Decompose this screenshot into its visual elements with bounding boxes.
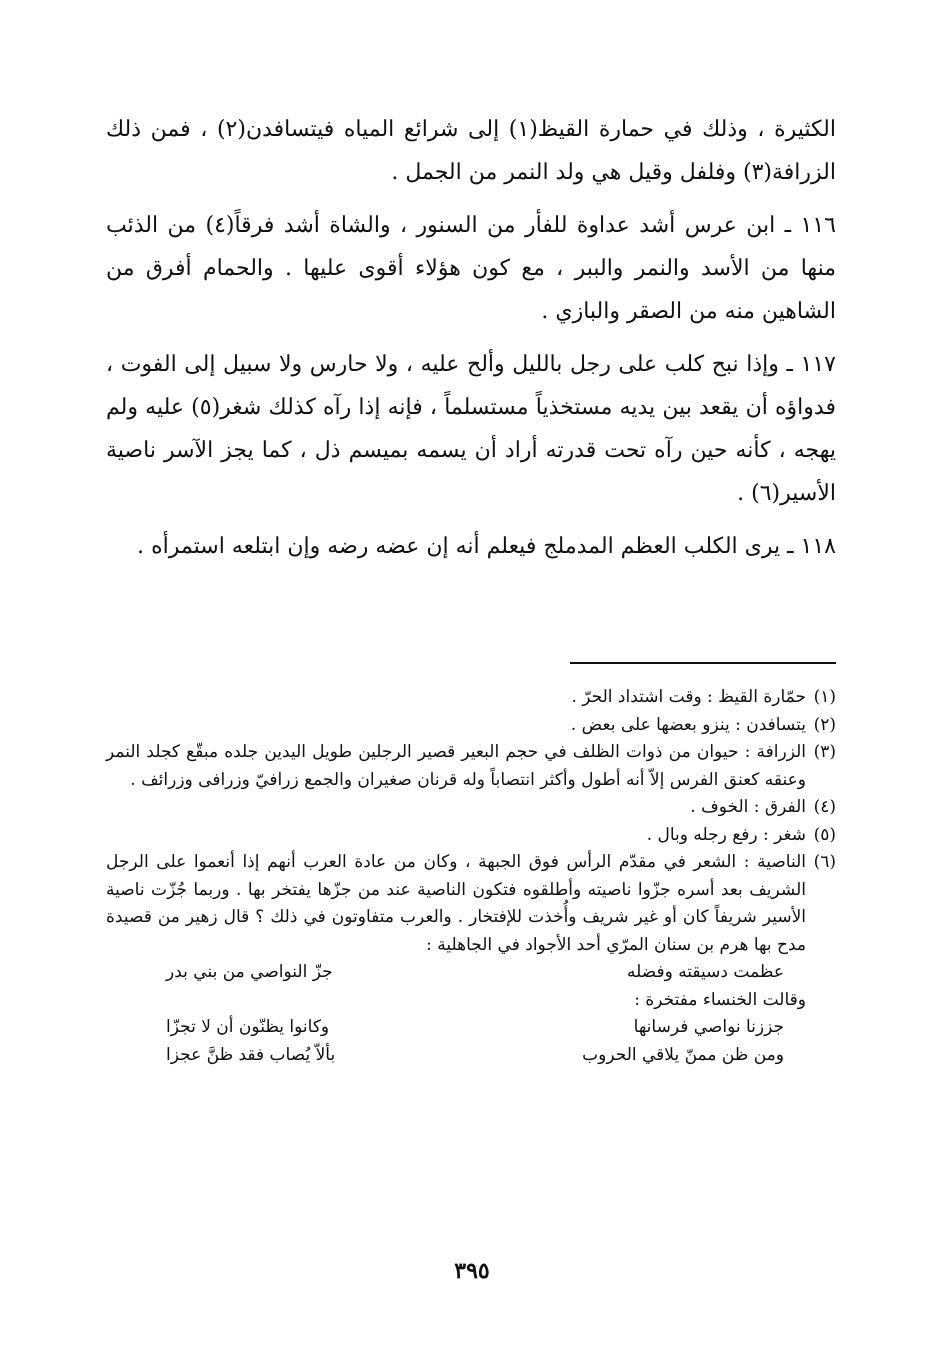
footnote-1 [106, 684, 836, 712]
verse-first-hemistich: ومن ظن ممنّ يلاقي الحروب [582, 1044, 784, 1065]
footnote-text: شغر : رفع رجله وبال . [646, 824, 806, 845]
footnote-3 [106, 739, 836, 794]
footnote-number: (٦) [813, 852, 836, 872]
footnote-number: (٥) [813, 824, 836, 845]
poem-verse-khansa-1 [106, 1014, 836, 1042]
poem-verse-zuhair [106, 959, 836, 987]
footnote-6 [106, 849, 836, 959]
page-number: ٣٩٥ [454, 1258, 490, 1284]
paragraph-116: ١١٦ ـ ابن عرس أشد عداوة للفأر من السنور ، والشاة أشد فرقاً(٤) من الذئب منها من الأسد والنمر والببر ، مع كون هؤلاء أقوى عليها . والحمام أفرق من الشاهين منه من الصقر والبازي . [106, 213, 836, 324]
verse-second-hemistich: وكانوا يظنّون أن لا تجزّا [166, 1017, 330, 1037]
paragraph-118: ١١٨ ـ يرى الكلب العظم المدملج فيعلم أنه إن عضه رضه وإن ابتلعه استمرأه . [137, 534, 836, 559]
verse-second-hemistich: بألاّ يُصاب فقد ظنَّ عجزا [166, 1044, 336, 1065]
footnote-text: حمّارة القيظ : وقت اشتداد الحرّ . [571, 687, 806, 707]
paragraph-117: ١١٧ ـ وإذا نبح كلب على رجل بالليل وألح عليه ، ولا حارس ولا سبيل إلى الفوت ، فدواؤه أن يقعد بين يديه مستخذياً مستسلماً ، فإنه إذا رآه كذلك شغر(٥) عليه ولم يهجه ، كأنه حين رآه تحت قدرته أراد أن يسمه بميسم ذل ، كما يجز الآسر ناصية الأسير(٦) . [106, 352, 836, 506]
footnote-text: يتسافدن : ينزو بعضها على بعض . [570, 714, 806, 735]
footnote-text: الفرق : الخوف . [690, 797, 806, 817]
footnote-number: (١) [813, 687, 836, 707]
verse-first-hemistich: جززنا نواصي فرسانها [633, 1017, 784, 1037]
footnote-divider [570, 662, 836, 664]
footnote-text: الناصية : الشعر في مقدّم الرأس فوق الجبهة ، وكان من عادة العرب أنهم إذا أنعموا على الرجل الشريف بعد أسره جزّوا ناصيته وأطلقوه فتكون الناصية عند من جزّها يفتخر بها . وربما جُزّت ناصية الأسير شريفاً كان أو غير شريف وأُخذت للإفتخار . والعرب متفاوتون في ذلك ؟ قال زهير من قصيدة مدح بها هرم بن سنان المرّي أحد الأجواد في الجاهلية : [106, 852, 806, 955]
poem-verse-khansa-2 [106, 1042, 836, 1070]
footnote-number: (٣) [813, 742, 836, 762]
footnote-2 [106, 712, 836, 740]
footnote-text: الزرافة : حيوان من ذوات الظلف في حجم البعير قصير الرجلين طويل اليدين جلده مبقّع كجلد النمر وعنقه كعنق الفرس إلاّ أنه أطول وأكثر انتصاباً وله قرنان صغيران والجمع زرافيّ وزرافى وزرائف . [106, 742, 806, 790]
footnotes [106, 684, 836, 1069]
footnote-5 [106, 822, 836, 850]
footnote-number: (٤) [813, 797, 836, 817]
main-text [106, 108, 836, 578]
verse-second-hemistich: جزّ النواصي من بني بدر [166, 962, 333, 982]
footnote-4 [106, 794, 836, 822]
paragraph-intro: الكثيرة ، وذلك في حمارة القيظ(١) إلى شرائع المياه فيتسافدن(٢) ، فمن ذلك الزرافة(٣) وفلفل وقيل هي ولد النمر من الجمل . [106, 117, 836, 185]
footnote-number: (٢) [813, 714, 836, 735]
verse-first-hemistich: عظمت دسيقته وفضله [626, 962, 784, 982]
poem-intro-khansa: وقالت الخنساء مفتخرة : [634, 989, 806, 1010]
